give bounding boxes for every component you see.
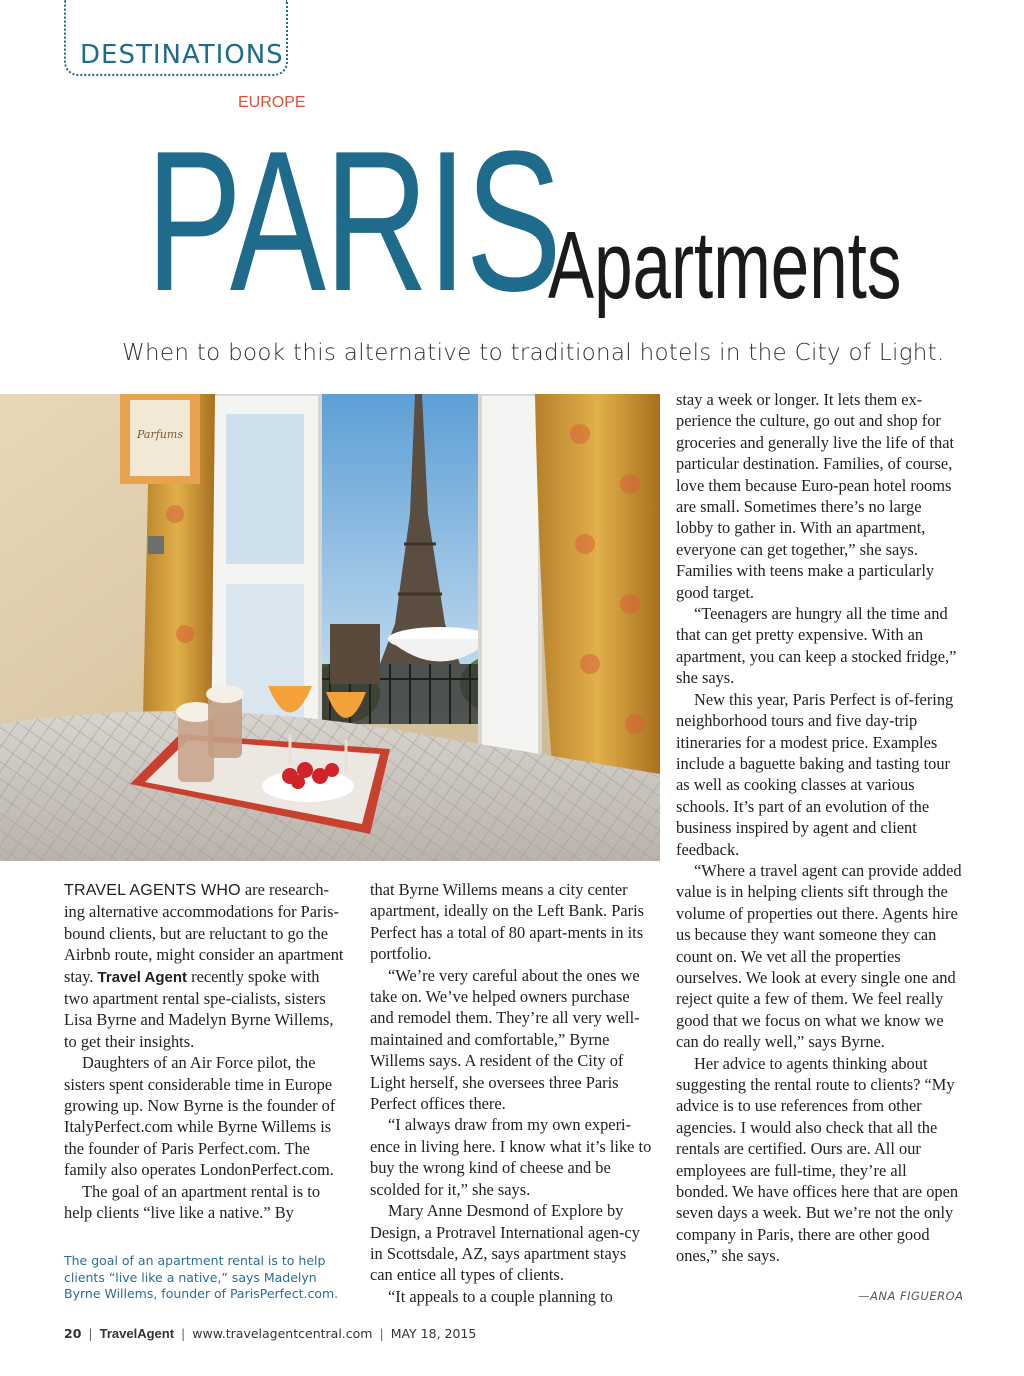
headline-sub: Apartments <box>548 212 902 319</box>
section-label: DESTINATIONS <box>80 40 284 70</box>
photo-caption: The goal of an apartment rental is to help clients “live like a native,” says Madelyn Byrne Willems, founder of ParisPerfect.com. <box>64 1253 339 1301</box>
footer-url[interactable]: www.travelagentcentral.com <box>192 1326 373 1341</box>
headline-main: PARIS <box>146 110 561 333</box>
poster-text: Parfums <box>137 428 183 441</box>
footer-separator: | <box>88 1326 93 1341</box>
paragraph: The goal of an apartment rental is to help clients “live like a native.” By <box>64 1181 321 1223</box>
paragraph: “I always draw from my own experi-ence in living here. I know what it’s like to buy the wrong kind of cheese and be scolded for it,” she says. <box>370 1115 652 1199</box>
paragraph: Mary Anne Desmond of Explore by Design, a Protravel International agen-cy in Scottsdale, AZ, says apartment stays can entice all types of clients. <box>370 1201 640 1285</box>
paragraph: Her advice to agents thinking about suggesting the rental route to clients? “My advice is to use references from other agencies. I would also check that all the rentals are certified. Ours are. All our employees are full-time, they’re all bonded. We have offices here that are open seven days a week. But we’re not the only company in Paris, there are other good ones,” she says. <box>676 1053 959 1266</box>
page-footer <box>64 1326 476 1341</box>
paragraph-text: are research-ing alternative accommodations for Paris-bound clients, but are reluctant to go the Airbnb route, might consider an apartment stay. <box>64 880 344 986</box>
paragraph-text: recently spoke with two apartment rental spe-cialists, sisters Lisa Byrne and Madelyn Byrne Willems, to get their insights. <box>64 966 334 1051</box>
author-byline: —ANA FIGUEROA <box>858 1289 964 1303</box>
article-column-2 <box>370 879 652 1307</box>
deck-subtitle: When to book this alternative to traditional hotels in the City of Light. <box>122 340 945 366</box>
paragraph: “Teenagers are hungry all the time and that can get pretty expensive. With an apartment, you can keep a stocked fridge,” she says. <box>676 604 957 688</box>
brand-name: Travel Agent <box>97 968 188 986</box>
footer-separator: | <box>379 1326 384 1341</box>
article-photo <box>0 394 660 861</box>
article-column-1 <box>64 879 346 1224</box>
paragraph: New this year, Paris Perfect is of-fering neighborhood tours and five day-trip itineraries for a modest price. Examples include a baguette baking and tasting tour as well as cooking classes at various schools. It’s part of an evolution of the business inspired by agent and client feedback. <box>676 689 954 859</box>
region-label: EUROPE <box>238 94 306 111</box>
paragraph <box>64 879 346 1052</box>
magazine-name: TravelAgent <box>99 1326 175 1341</box>
paragraph: Daughters of an Air Force pilot, the sisters spent considerable time in Europe growing up. Now Byrne is the founder of ItalyPerfect.com while Byrne Willems is the founder of Paris Perfect.com. The family also operates LondonPerfect.com. <box>64 1053 336 1180</box>
page-number: 20 <box>64 1326 82 1341</box>
paragraph: that Byrne Willems means a city center apartment, ideally on the Left Bank. Paris Perfect has a total of 80 apart-ments in its portfolio. <box>370 880 645 964</box>
paragraph: stay a week or longer. It lets them ex-perience the culture, go out and shop for groceries and generally live the life of that particular destination. Families, of course, love them because Euro-pean hotel rooms are small. Sometimes there’s no large lobby to gather in. With an apartment, everyone can get together,” she says. Families with teens make a particularly good target. <box>676 390 955 602</box>
paragraph: “We’re very careful about the ones we take on. We’ve helped owners purchase and remodel them. They’re all very well-maintained and comfortable,” Byrne Willems says. A resident of the City of Light herself, she oversees three Paris Perfect offices there. <box>370 965 640 1114</box>
article-column-3 <box>676 389 962 1267</box>
lead-in: TRAVEL AGENTS WHO <box>64 882 241 899</box>
issue-date: MAY 18, 2015 <box>390 1326 477 1341</box>
footer-separator: | <box>181 1326 186 1341</box>
paragraph: “Where a travel agent can provide added value is in helping clients sift through the volume of properties out there. Agents hire us because they want someone they can count on. We vet all the properties ourselves. We look at every single one and reject quite a few of them. We feel really good that we focus on what we know we can do really well,” says Byrne. <box>676 860 962 1052</box>
paragraph: “It appeals to a couple planning to <box>388 1286 613 1306</box>
